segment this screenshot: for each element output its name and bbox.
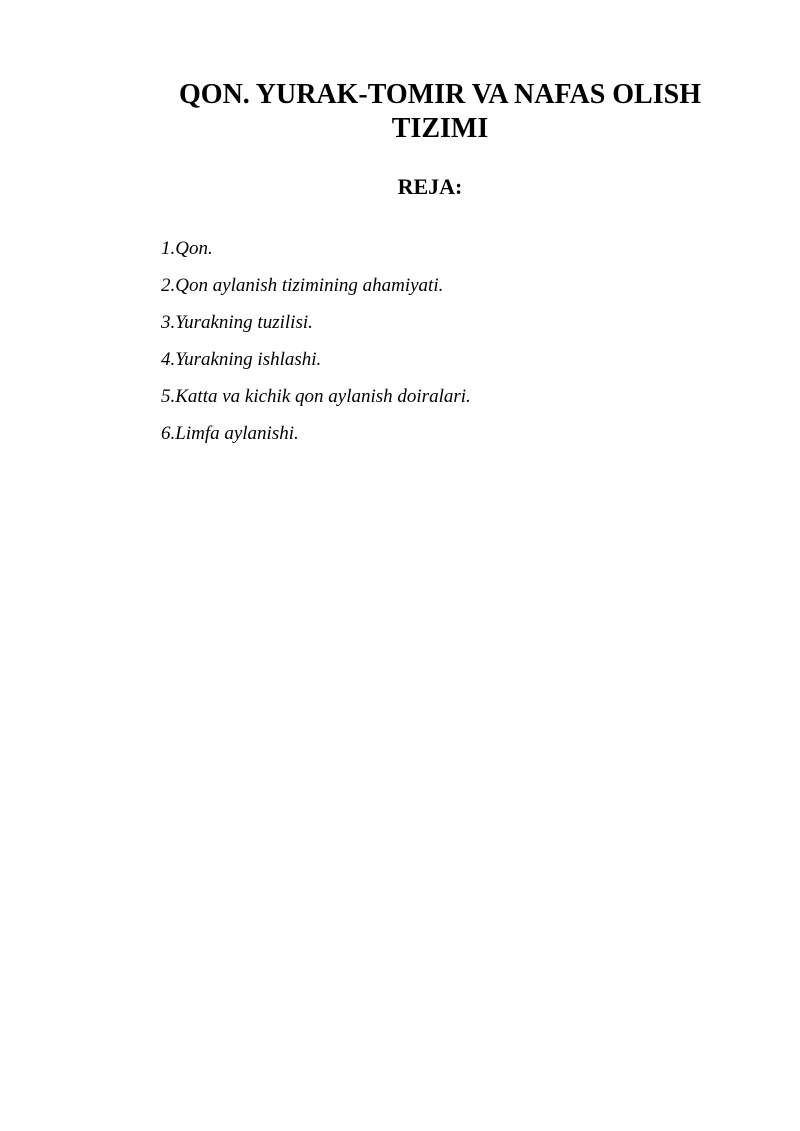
- plan-item: 5.Katta va kichik qon aylanish doiralari.: [161, 386, 471, 407]
- document-title: QON. YURAK-TOMIR VA NAFAS OLISH TIZIMI: [179, 79, 701, 144]
- plan-item: 6.Limfa aylanishi.: [161, 423, 299, 444]
- plan-item: 3.Yurakning tuzilisi.: [161, 312, 313, 333]
- plan-item: 2.Qon aylanish tizimining ahamiyati.: [161, 275, 444, 296]
- plan-item: 1.Qon.: [161, 238, 213, 259]
- plan-item: 4.Yurakning ishlashi.: [161, 349, 322, 370]
- plan-heading: REJA:: [397, 174, 463, 199]
- plan-list: [161, 238, 471, 460]
